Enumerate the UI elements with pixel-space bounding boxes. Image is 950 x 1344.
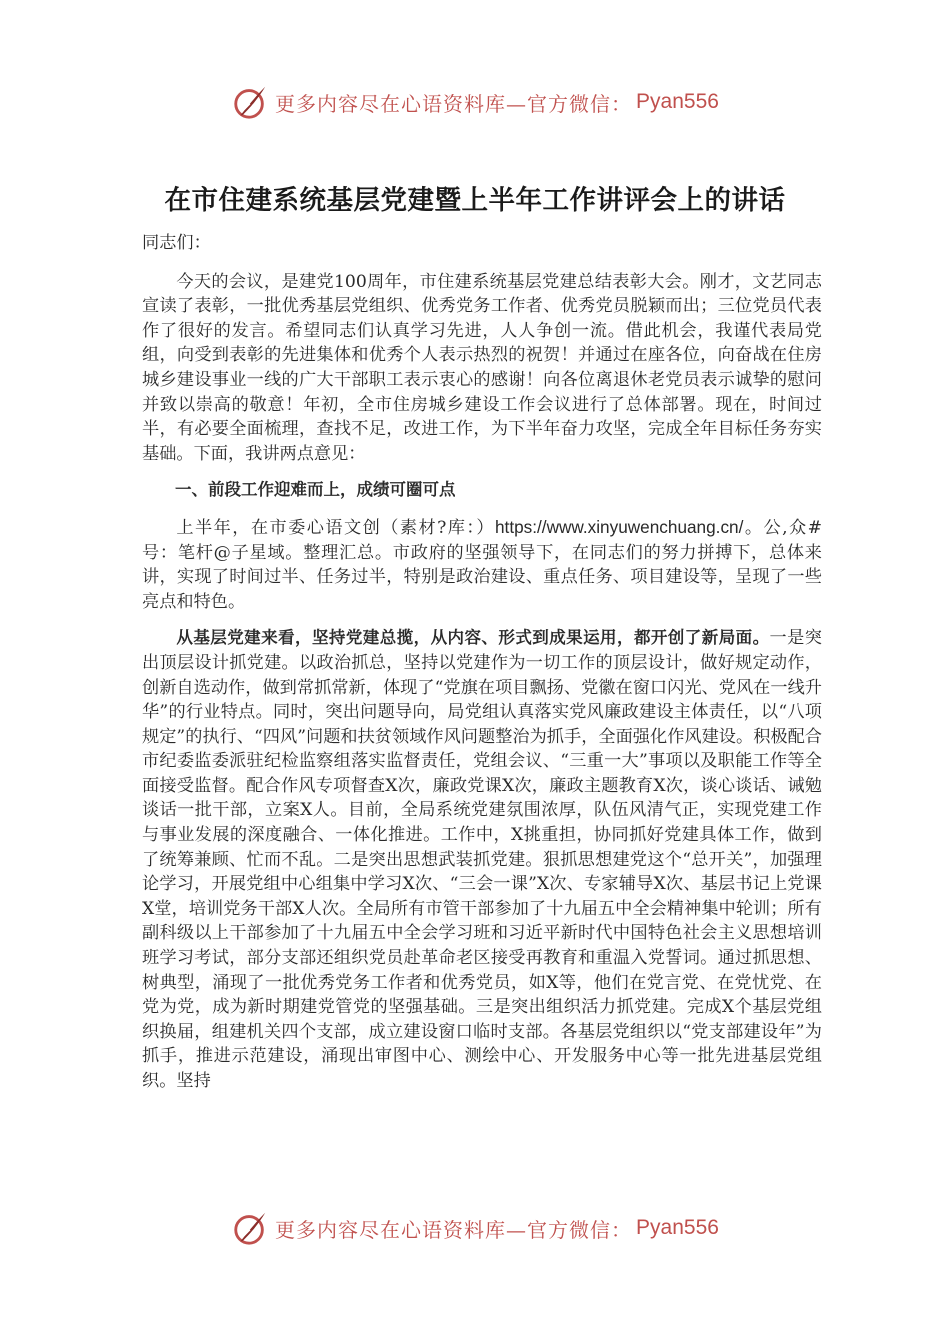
intro-paragraph: 今天的会议，是建党100周年，市住建系统基层党建总结表彰大会。刚才，文艺同志宣读了表彰，一批优秀基层党组织、优秀党务工作者、优秀党员脱颖而出；三位党员代表作了很好的发言。希望同志们认真学习先进，人人争创一流。借此机会，我谨代表局党组，向受到表彰的先进集体和优秀个人表示热烈的祝贺！并通过在座各位，向奋战在住房城乡建设事业一线的广大干部职工表示衷心的感谢！向各位离退休老党员表示诚挚的慰问并致以崇高的敬意！年初，全市住房城乡建设工作会议进行了总体部署。现在，时间过半，有必要全面梳理，查找不足，改进工作，为下半年奋力攻坚，完成全年目标任务夯实基础。下面，我讲两点意见：	[142, 271, 822, 464]
quill-pen-circle-icon	[231, 1209, 269, 1247]
source-url-link[interactable]: https://www.xinyuwenchuang.cn/	[494, 516, 744, 537]
paragraph-3	[142, 626, 822, 1093]
paragraph-3-body: 一是突出顶层设计抓党建。以政治抓总，坚持以党建作为一切工作的顶层设计，做好规定动作，创新自选动作，做到常抓常新，体现了“党旗在项目飘扬、党徽在窗口闪光、党风在一线升华”的行业特点。同时，突出问题导向，局党组认真落实党风廉政建设主体责任，以“八项规定”的执行、“四风”问题和扶贫领域作风问题整治为抓手，全面强化作风建设。积极配合市纪委监委派驻纪检监察组落实监督责任，党组会议、“三重一大”事项以及职能工作等全面接受监督。配合作风专项督查X次，廉政党课X次，廉政主题教育X次，谈心谈话、诫勉谈话一批干部，立案X人。目前，全局系统党建氛围浓厚，队伍风清气正，实现党建工作与事业发展的深度融合、一体化推进。工作中，X挑重担，协同抓好党建具体工作，做到了统筹兼顾、忙而不乱。二是突出思想武装抓党建。狠抓思想建党这个“总开关”，加强理论学习，开展党组中心组集中学习X次、“三会一课”X次、专家辅导X次、基层书记上党课X堂，培训党务干部X人次。全局所有市管干部参加了十九届五中全会精神集中轮训；所有副科级以上干部参加了十九届五中全会学习班和习近平新时代中国特色社会主义思想培训班学习考试，部分支部还组织党员赴革命老区接受再教育和重温入党誓词。通过抓思想、树典型，涌现了一批优秀党务工作者和优秀党员，如X等，他们在党言党、在党忧党、在党为党，成为新时期建党管党的坚强基础。三是突出组织活力抓党建。完成X个基层党组织换届，组建机关四个支部，成立建设窗口临时支部。各基层党组织以“党支部建设年”为抓手，推进示范建设，涌现出审图中心、测绘中心、开发服务中心等一批先进基层党组织。坚持	[142, 628, 822, 1091]
page-title: 在市住建系统基层党建暨上半年工作讲评会上的讲话	[164, 185, 786, 216]
paragraph-3-lead: 从基层党建来看，坚持党建总揽，从内容、形式到成果运用，都开创了新局面。	[176, 628, 770, 648]
quill-pen-circle-icon	[231, 83, 269, 121]
watermark-banner-bottom	[0, 1206, 950, 1250]
section-heading: 一、前段工作迎难而上，成绩可圈可点	[175, 480, 456, 500]
salutation: 同志们：	[142, 233, 211, 253]
watermark-text: 更多内容尽在心语资料库—官方微信：	[275, 1217, 633, 1242]
watermark-banner-top	[0, 80, 950, 124]
watermark-wechat-id: Pyan556	[636, 90, 719, 113]
paragraph-2-text-b: 。公,众#号：笔杆@子星域。整理汇总。市政府的坚强领导下，在同志们的努力拼搏下，总体来讲，实现了时间过半、任务过半，特别是政治建设、重点任务、项目建设等，呈现了一些亮点和特色。	[142, 517, 822, 612]
watermark-text: 更多内容尽在心语资料库—官方微信：	[275, 91, 633, 116]
paragraph-2-text-a: 上半年，在市委心语文创（素材?库：）	[176, 517, 495, 538]
paragraph-2	[142, 515, 822, 614]
watermark-wechat-id: Pyan556	[636, 1216, 719, 1239]
speech-body	[142, 231, 822, 1094]
